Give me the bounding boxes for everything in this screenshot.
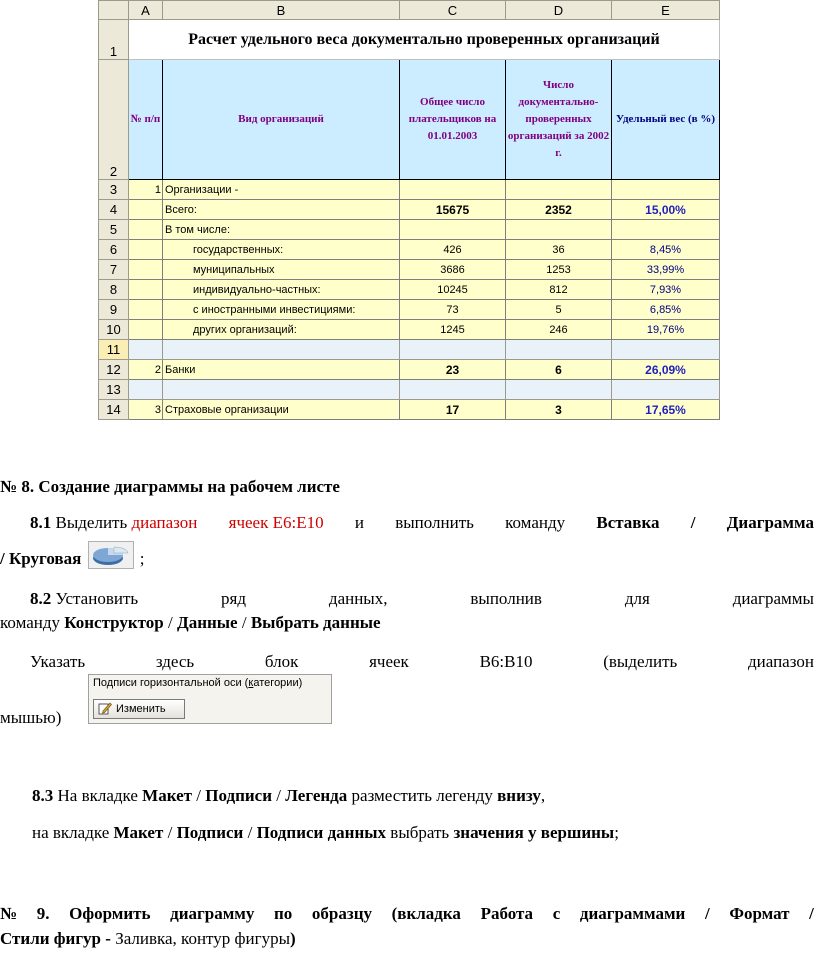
- sheet-row-12: [99, 360, 720, 380]
- cell-share[interactable]: 26,09%: [612, 360, 720, 380]
- row-header-13[interactable]: 13: [99, 380, 129, 400]
- heading-9-word: №: [0, 904, 18, 923]
- column-header-row: [99, 1, 720, 20]
- sheet-row-4: [99, 200, 720, 220]
- step-8-1-word: 8.1 Выделить диапазон: [30, 513, 198, 532]
- edit-button-label: Изменить: [116, 703, 166, 715]
- menu-dannye: Данные: [177, 613, 238, 632]
- row-header-3[interactable]: 3: [99, 180, 129, 200]
- cell-share[interactable]: 17,65%: [612, 400, 720, 420]
- cell-total[interactable]: 10245: [400, 280, 506, 300]
- cell-num[interactable]: 2: [129, 360, 163, 380]
- step-8-2-word: ряд: [221, 589, 247, 608]
- step-8-1-word: Вставка: [596, 513, 660, 532]
- cell-type[interactable]: Организации -: [163, 180, 400, 200]
- cell-empty[interactable]: [506, 340, 612, 360]
- row-header-1[interactable]: 1: [99, 20, 129, 60]
- text: выбрать: [386, 823, 454, 842]
- cell-total[interactable]: 23: [400, 360, 506, 380]
- spreadsheet-screenshot: [98, 0, 719, 418]
- cell-checked[interactable]: 812: [506, 280, 612, 300]
- instruction-tail: мышью): [0, 708, 62, 727]
- cell-empty[interactable]: [400, 380, 506, 400]
- sheet-data-rows: [99, 180, 720, 420]
- row-header-7[interactable]: 7: [99, 260, 129, 280]
- cell-num[interactable]: [129, 280, 163, 300]
- option-values-top: значения у вершины: [453, 823, 615, 842]
- axis-labels-panel: [88, 674, 332, 724]
- cell-num[interactable]: [129, 220, 163, 240]
- heading-8-text: № 8. Создание диаграммы на рабочем листе: [0, 477, 340, 496]
- heading-9-word: 9.: [36, 904, 50, 923]
- sheet-row-10: [99, 320, 720, 340]
- sheet-row-13: [99, 380, 720, 400]
- sheet-row-11: [99, 340, 720, 360]
- cell-type[interactable]: муниципальных: [163, 260, 400, 280]
- sheet-row-5: [99, 220, 720, 240]
- row-header-8[interactable]: 8: [99, 280, 129, 300]
- cell-empty[interactable]: [400, 340, 506, 360]
- step-8-2-word: диаграммы: [732, 589, 814, 608]
- cell-type[interactable]: В том числе:: [163, 220, 400, 240]
- step-8-2-instruction: [0, 651, 816, 673]
- option-vnizu: внизу: [497, 786, 541, 805]
- cell-empty[interactable]: [506, 380, 612, 400]
- text: на вкладке: [32, 823, 114, 842]
- cell-checked[interactable]: 2352: [506, 200, 612, 220]
- menu-legenda: Легенда: [285, 786, 348, 805]
- step-8-2-word: выполнив: [470, 589, 542, 608]
- header-checked[interactable]: Число документально-проверенных организаций за 2002 г.: [506, 60, 612, 180]
- cell-empty[interactable]: [163, 380, 400, 400]
- heading-9-line-2: [0, 928, 816, 950]
- column-header-e[interactable]: E: [612, 1, 720, 20]
- sheet-title[interactable]: Расчет удельного веса документально проверенных организаций: [129, 20, 720, 60]
- separator: /: [163, 613, 177, 632]
- sheet-row-14: [99, 400, 720, 420]
- cell-total[interactable]: [400, 180, 506, 200]
- cell-share[interactable]: 6,85%: [612, 300, 720, 320]
- cell-num[interactable]: [129, 240, 163, 260]
- cell-num[interactable]: 3: [129, 400, 163, 420]
- pie-chart-icon: [88, 541, 134, 579]
- cell-empty[interactable]: [163, 340, 400, 360]
- step-8-1-line-2: [0, 541, 816, 571]
- menu-vybrat-dannye: Выбрать данные: [250, 613, 381, 632]
- step-8-2-word: для: [624, 589, 650, 608]
- cell-checked[interactable]: 6: [506, 360, 612, 380]
- cell-num[interactable]: [129, 320, 163, 340]
- cell-type[interactable]: Страховые организации: [163, 400, 400, 420]
- heading-9-word: /: [704, 904, 710, 923]
- heading-9-word: Формат: [729, 904, 790, 923]
- cell-checked[interactable]: [506, 220, 612, 240]
- instruction-word: здесь: [155, 652, 195, 671]
- heading-9-word: /: [809, 904, 814, 923]
- text-command: команду: [0, 613, 65, 632]
- step-8-1-word: выполнить: [395, 513, 474, 532]
- text: ,: [540, 786, 546, 805]
- step-8-1-word: команду: [505, 513, 566, 532]
- heading-9-styles: Стили фигур -: [0, 929, 116, 948]
- heading-9-word: Оформить: [69, 904, 151, 923]
- cell-type[interactable]: государственных:: [163, 240, 400, 260]
- edit-icon: [98, 701, 112, 718]
- step-8-1-word: и: [354, 513, 364, 532]
- menu-maket: Макет: [113, 823, 164, 842]
- instruction-word: диапазон: [748, 652, 814, 671]
- cell-total[interactable]: 15675: [400, 200, 506, 220]
- step-8-1-word: Диаграмма: [726, 513, 814, 532]
- cell-checked[interactable]: 3: [506, 400, 612, 420]
- cell-num[interactable]: 1: [129, 180, 163, 200]
- row-header-10[interactable]: 10: [99, 320, 129, 340]
- instruction-word: Указать: [30, 652, 86, 671]
- header-share[interactable]: Удельный вес (в %): [612, 60, 720, 180]
- cell-num[interactable]: [129, 260, 163, 280]
- step-8-3-line-1: [0, 785, 816, 807]
- step-8-1-line-1: [0, 512, 816, 534]
- sheet-row-1: [99, 20, 720, 60]
- instruction-word: B6:B10: [479, 652, 533, 671]
- heading-9-word: диаграммами: [579, 904, 686, 923]
- step-8-2-word: данных,: [328, 589, 388, 608]
- pie-command: / Круговая: [0, 548, 82, 568]
- heading-9-word: по: [273, 904, 293, 923]
- row-header-11[interactable]: 11: [99, 340, 129, 360]
- row-header-5[interactable]: 5: [99, 220, 129, 240]
- cell-num[interactable]: [129, 300, 163, 320]
- sheet-row-8: [99, 280, 720, 300]
- heading-9-word: с: [552, 904, 561, 923]
- menu-konstruktor: Конструктор: [64, 613, 164, 632]
- step-8-3-num: 8.3: [32, 786, 54, 805]
- cell-total[interactable]: 1245: [400, 320, 506, 340]
- spreadsheet-grid: [98, 0, 720, 420]
- cell-share[interactable]: [612, 180, 720, 200]
- row-header-12[interactable]: 12: [99, 360, 129, 380]
- cell-empty[interactable]: [612, 340, 720, 360]
- separator: /: [272, 786, 286, 805]
- header-type[interactable]: Вид организаций: [163, 60, 400, 180]
- cell-type[interactable]: индивидуально-частных:: [163, 280, 400, 300]
- sheet-row-2: [99, 60, 720, 180]
- cell-checked[interactable]: 36: [506, 240, 612, 260]
- sheet-row-9: [99, 300, 720, 320]
- cell-share[interactable]: 15,00%: [612, 200, 720, 220]
- menu-podpisi: Подписи: [205, 786, 272, 805]
- semicolon: ;: [139, 548, 145, 568]
- row-header-9[interactable]: 9: [99, 300, 129, 320]
- column-header-c[interactable]: C: [400, 1, 506, 20]
- cell-share[interactable]: [612, 220, 720, 240]
- cell-total[interactable]: 73: [400, 300, 506, 320]
- cell-checked[interactable]: 5: [506, 300, 612, 320]
- cell-checked[interactable]: 1253: [506, 260, 612, 280]
- heading-9-word: Работа: [480, 904, 534, 923]
- separator: /: [243, 823, 257, 842]
- cell-type[interactable]: Всего:: [163, 200, 400, 220]
- sheet-row-7: [99, 260, 720, 280]
- heading-8: [0, 476, 816, 498]
- sheet-row-3: [99, 180, 720, 200]
- cell-share[interactable]: 19,76%: [612, 320, 720, 340]
- instruction-word: ячеек: [369, 652, 409, 671]
- heading-9-word: (вкладка: [391, 904, 461, 923]
- menu-podpisi-dannyh: Подписи данных: [256, 823, 387, 842]
- cell-type[interactable]: других организаций:: [163, 320, 400, 340]
- edit-button[interactable]: [93, 699, 185, 719]
- row-header-6[interactable]: 6: [99, 240, 129, 260]
- column-header-a[interactable]: A: [129, 1, 163, 20]
- heading-9-word: образцу: [311, 904, 372, 923]
- cell-checked[interactable]: [506, 180, 612, 200]
- cell-total[interactable]: 426: [400, 240, 506, 260]
- cell-share[interactable]: 33,99%: [612, 260, 720, 280]
- sheet-row-6: [99, 240, 720, 260]
- step-8-1-word: ячеек E6:E10: [228, 513, 324, 532]
- cell-type[interactable]: Банки: [163, 360, 400, 380]
- row-header-4[interactable]: 4: [99, 200, 129, 220]
- instruction-word: блок: [264, 652, 299, 671]
- row-header-14[interactable]: 14: [99, 400, 129, 420]
- heading-9-fill: Заливка, контур фигуры: [115, 929, 291, 948]
- cell-total[interactable]: 17: [400, 400, 506, 420]
- step-8-2-word: 8.2 Установить: [30, 589, 139, 608]
- axis-labels-caption: Подписи горизонтальной оси (категории): [93, 677, 303, 689]
- step-8-2-line-2: [0, 612, 816, 634]
- cell-total[interactable]: 3686: [400, 260, 506, 280]
- separator: /: [163, 823, 177, 842]
- heading-9-line-1: [0, 903, 816, 925]
- row-header-2[interactable]: 2: [99, 60, 129, 180]
- instruction-word: (выделить: [603, 652, 678, 671]
- step-8-1-word: /: [690, 513, 696, 532]
- header-total[interactable]: Общее число плательщиков на 01.01.2003: [400, 60, 506, 180]
- separator: /: [237, 613, 251, 632]
- cell-share[interactable]: 7,93%: [612, 280, 720, 300]
- cell-empty[interactable]: [612, 380, 720, 400]
- cell-empty[interactable]: [129, 380, 163, 400]
- heading-9-word: диаграмму: [170, 904, 255, 923]
- column-header-b[interactable]: B: [163, 1, 400, 20]
- cell-empty[interactable]: [129, 340, 163, 360]
- column-header-d[interactable]: D: [506, 1, 612, 20]
- text: На вкладке: [57, 786, 143, 805]
- text: ;: [614, 823, 619, 842]
- heading-9-paren: ): [290, 929, 296, 948]
- header-num[interactable]: № п/п: [129, 60, 163, 180]
- cell-type[interactable]: с иностранными инвестициями:: [163, 300, 400, 320]
- step-8-2-line-1: [0, 588, 816, 610]
- menu-podpisi: Подписи: [176, 823, 244, 842]
- select-all-corner[interactable]: [99, 1, 129, 20]
- separator: /: [192, 786, 206, 805]
- cell-total[interactable]: [400, 220, 506, 240]
- text: разместить легенду: [347, 786, 498, 805]
- cell-share[interactable]: 8,45%: [612, 240, 720, 260]
- cell-checked[interactable]: 246: [506, 320, 612, 340]
- cell-num[interactable]: [129, 200, 163, 220]
- menu-maket: Макет: [142, 786, 192, 805]
- step-8-3-line-2: [0, 822, 816, 844]
